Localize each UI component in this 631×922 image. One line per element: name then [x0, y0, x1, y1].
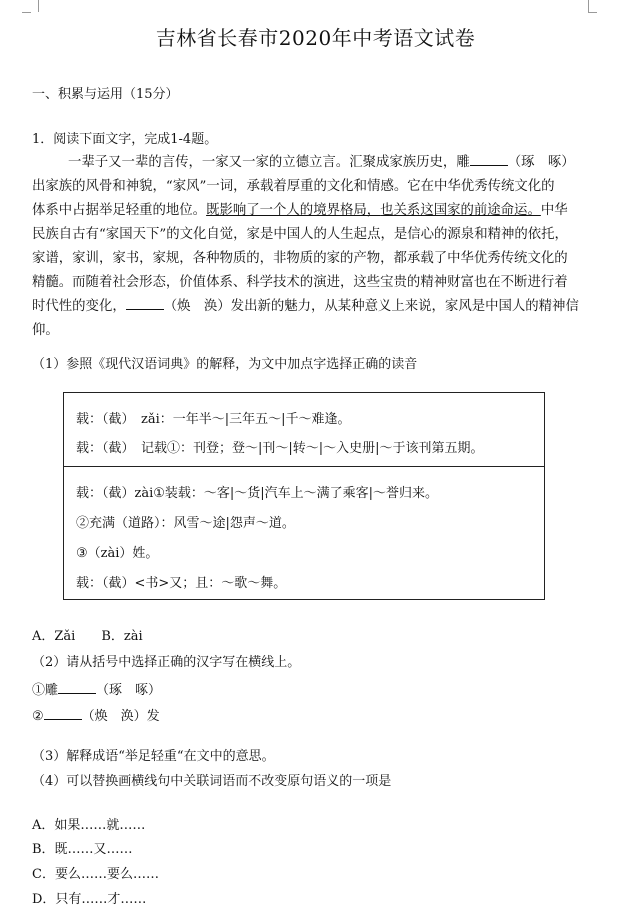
passage-line-2: 出家族的风骨和神貌，“家风”一词，承载着厚重的文化和情感。它在中华优秀传统文化的	[32, 179, 555, 194]
page-title: 吉林省长春市2020年中考语文试卷	[155, 26, 476, 50]
sub-question-2-item-1	[32, 679, 161, 700]
table-divider	[64, 466, 544, 467]
sub-question-1: （1）参照《现代汉语词典》的解释，为文中加点字选择正确的读音	[32, 357, 418, 372]
corner-mark-left-h	[22, 12, 31, 13]
passage-line-8: 仰。	[32, 323, 59, 338]
passage-line-1	[32, 151, 592, 175]
passage-text: 中华	[540, 203, 568, 218]
passage-line-7	[32, 295, 592, 319]
answer-blank[interactable]	[470, 151, 508, 166]
passage-line-3	[32, 199, 592, 223]
question-1-intro: 1．阅读下面文字，完成1-4题。	[32, 132, 218, 147]
dictionary-table	[63, 392, 545, 600]
passage-line-6: 精髓。而随着社会形态，价值体系、科学技术的演进，这些宝贵的精神财富也在不断进行着	[32, 275, 568, 290]
dict-entry: 载：（截）<书>又；且：～歌～舞。	[76, 576, 287, 591]
passage-text: 体系中占据举足轻重的地位。	[32, 203, 207, 218]
passage-text: （焕 涣）发出新的魅力，从某种意义上来说，家风是中国人的精神信	[163, 299, 579, 314]
item-text: （焕 涣）发	[81, 709, 160, 724]
dict-entry: 载：（截） 记载①：刊登；登～|刊～|转～|～入史册|～于该刊第五期。	[76, 441, 484, 456]
answer-blank[interactable]	[58, 679, 96, 694]
options-pronunciation: A．Zǎi B．zài	[32, 629, 143, 644]
passage-text: 一辈子又一辈的言传，一家又一家的立德立言。汇聚成家族历史，雕	[68, 155, 470, 170]
sub-question-3: （3）解释成语“举足轻重“在文中的意思。	[32, 749, 275, 764]
dict-entry: ②充满（道路）：风雪～途|怨声～道。	[76, 516, 295, 531]
choice-a[interactable]: A．如果……就……	[32, 818, 146, 833]
underlined-text: 也	[380, 203, 394, 218]
underlined-text: 既	[206, 203, 220, 218]
underlined-text: 关系这国家的前途命运。	[393, 203, 541, 218]
choice-d[interactable]: D．只有……才……	[32, 892, 147, 907]
underlined-text: 影响了一个人的境界格局，	[219, 203, 381, 218]
section-heading: 一、积累与运用（15分）	[32, 87, 179, 102]
reading-passage	[32, 151, 592, 343]
corner-mark-right-h	[588, 12, 597, 13]
passage-text: 时代性的变化，	[32, 299, 126, 314]
choice-b[interactable]: B．既……又……	[32, 842, 133, 857]
dict-entry: ③（zài）姓。	[76, 546, 159, 561]
dict-entry: 载：（截）zài①装载：～客|～货|汽车上～满了乘客|～誉归来。	[76, 486, 439, 501]
passage-text: （琢 啄）	[507, 155, 575, 170]
corner-mark-left	[30, 0, 39, 12]
passage-line-5: 家谱，家训，家书，家规，各种物质的，非物质的家的产物，都承载了中华优秀传统文化的	[32, 251, 568, 266]
answer-blank[interactable]	[44, 705, 82, 720]
item-text: （琢 啄）	[96, 683, 162, 698]
dict-entry: 载：（截） zǎi：一年半～|三年五～|千～难逢。	[76, 412, 351, 427]
choice-c[interactable]: C．要么……要么……	[32, 867, 159, 882]
passage-line-4: 民族自古有“家国天下”的文化自觉，家是中国人的人生起点，是信心的源泉和精神的依托，	[32, 227, 568, 242]
answer-blank[interactable]	[126, 295, 164, 310]
sub-question-2-item-2	[32, 705, 160, 726]
item-text: ①雕	[32, 683, 59, 698]
item-text: ②	[32, 709, 44, 724]
sub-question-4: （4）可以替换画横线句中关联词语而不改变原句语义的一项是	[32, 774, 392, 789]
sub-question-2: （2）请从括号中选择正确的汉字写在横线上。	[32, 655, 301, 670]
corner-mark-right	[588, 0, 597, 12]
